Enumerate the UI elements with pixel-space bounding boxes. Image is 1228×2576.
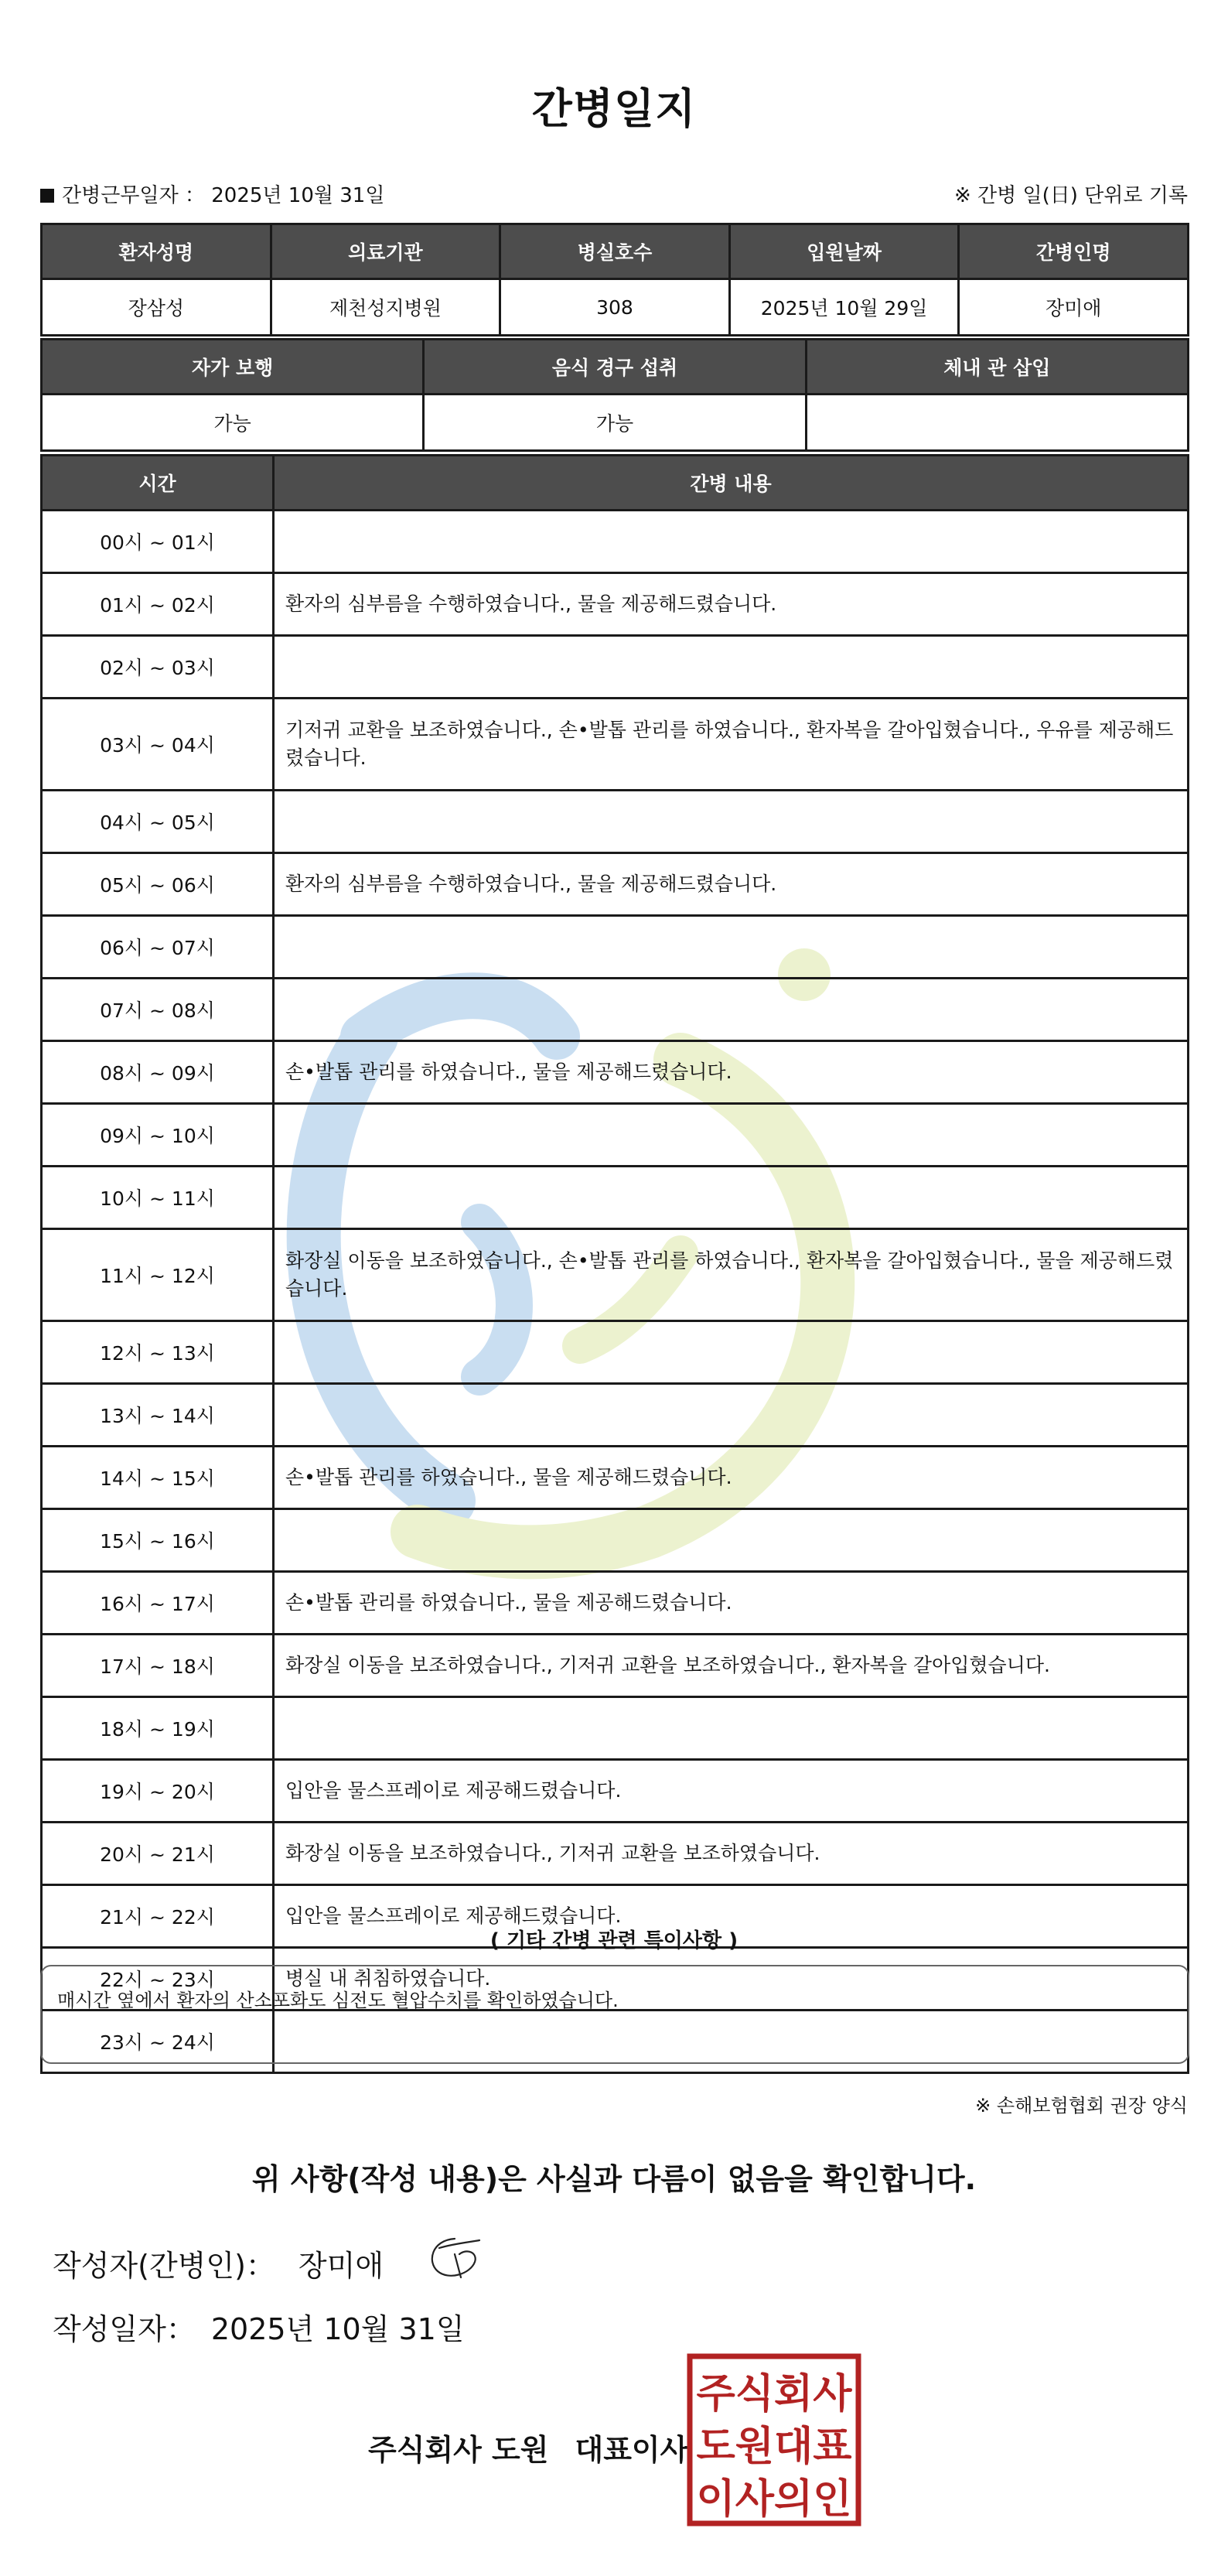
unit-note: ※ 간병 일(日) 단위로 기록 [953, 184, 1188, 207]
time-cell: 00시 ~ 01시 [42, 511, 274, 573]
table-row [42, 573, 1189, 636]
company-seal-stamp [687, 2353, 861, 2526]
header-care-content: 간병 내용 [274, 456, 1189, 511]
time-cell: 12시 ~ 13시 [42, 1321, 274, 1384]
hourly-care-log-table [40, 454, 1189, 2074]
time-cell: 03시 ~ 04시 [42, 699, 274, 791]
table-row [42, 1104, 1189, 1167]
care-content-cell: 병실 내 취침하였습니다. [274, 1948, 1189, 2011]
admission-date: 2025년 10월 29일 [729, 279, 959, 336]
table-row [42, 916, 1189, 979]
care-content-cell [274, 636, 1189, 699]
notes-box [40, 1965, 1189, 2064]
patient-status-table [40, 338, 1189, 452]
hospital-name: 제천성지병원 [271, 279, 500, 336]
table-row [42, 1509, 1189, 1572]
time-cell: 05시 ~ 06시 [42, 853, 274, 916]
recommend-note: ※ 손해보험협회 권장 양식 [975, 2095, 1188, 2116]
handwritten-signature [424, 2231, 486, 2285]
care-content-cell [274, 1384, 1189, 1447]
care-content-cell: 손•발톱 관리를 하였습니다., 물을 제공해드렸습니다. [274, 1447, 1189, 1509]
time-cell: 09시 ~ 10시 [42, 1104, 274, 1167]
table-row [42, 791, 1189, 853]
seal-line-3: 이사의인 [696, 2476, 852, 2523]
table-row [42, 1760, 1189, 1823]
writer-label: 작성자(간병인)： [53, 2249, 275, 2283]
care-content-cell [274, 791, 1189, 853]
care-content-cell: 입안을 물스프레이로 제공해드렸습니다. [274, 1760, 1189, 1823]
time-cell: 14시 ~ 15시 [42, 1447, 274, 1509]
company-line [368, 2426, 688, 2468]
time-cell: 21시 ~ 22시 [42, 1885, 274, 1948]
table-row [42, 1041, 1189, 1104]
care-content-cell [274, 1321, 1189, 1384]
time-cell: 01시 ~ 02시 [42, 573, 274, 636]
time-cell: 08시 ~ 09시 [42, 1041, 274, 1104]
time-cell: 10시 ~ 11시 [42, 1167, 274, 1229]
time-cell: 16시 ~ 17시 [42, 1572, 274, 1635]
header-time: 시간 [42, 456, 274, 511]
care-content-cell: 입안을 물스프레이로 제공해드렸습니다. [274, 1885, 1189, 1948]
header-oral-intake: 음식 경구 섭취 [424, 340, 806, 395]
care-content-cell: 화장실 이동을 보조하였습니다., 기저귀 교환을 보조하였습니다., 환자복을 갈아입혔습니다. [274, 1635, 1189, 1697]
confirmation-statement: 위 사항(작성 내용)은 사실과 다름이 없음을 확인합니다. [251, 2162, 977, 2196]
table-row [42, 1384, 1189, 1447]
table-row [42, 1572, 1189, 1635]
care-content-cell [274, 1167, 1189, 1229]
time-cell: 22시 ~ 23시 [42, 1948, 274, 2011]
header-room-number: 병실호수 [500, 224, 730, 279]
time-cell: 19시 ~ 20시 [42, 1760, 274, 1823]
time-cell: 02시 ~ 03시 [42, 636, 274, 699]
time-cell: 07시 ~ 08시 [42, 979, 274, 1041]
time-cell: 13시 ~ 14시 [42, 1384, 274, 1447]
header-self-walking: 자가 보행 [42, 340, 424, 395]
care-content-cell: 화장실 이동을 보조하였습니다., 손•발톱 관리를 하였습니다., 환자복을 갈아입혔습니다., 물을 제공해드렸습니다. [274, 1229, 1189, 1321]
tube-insertion-value [806, 395, 1188, 451]
table-row [42, 636, 1189, 699]
header-hospital: 의료기관 [271, 224, 500, 279]
table-row [42, 1447, 1189, 1509]
time-cell: 04시 ~ 05시 [42, 791, 274, 853]
company-name: 주식회사 도원 [368, 2433, 549, 2467]
writer-line [53, 2242, 384, 2284]
table-row [42, 979, 1189, 1041]
table-row [42, 853, 1189, 916]
table-row [42, 1167, 1189, 1229]
care-content-cell [274, 1697, 1189, 1760]
table-row [42, 699, 1189, 791]
time-cell: 06시 ~ 07시 [42, 916, 274, 979]
care-content-cell: 환자의 심부름을 수행하였습니다., 물을 제공해드렸습니다. [274, 573, 1189, 636]
time-cell: 17시 ~ 18시 [42, 1635, 274, 1697]
header-tube-insertion: 체내 관 삽입 [806, 340, 1188, 395]
notes-title: ( 기타 간병 관련 특이사항 ) [489, 1929, 739, 1952]
care-content-cell [274, 979, 1189, 1041]
work-date-value: 2025년 10월 31일 [211, 184, 385, 207]
patient-name: 장삼성 [42, 279, 271, 336]
header-caregiver-name: 간병인명 [959, 224, 1189, 279]
ceo-title: 대표이사 [575, 2433, 689, 2467]
square-bullet-icon [40, 189, 54, 203]
work-date-line [40, 179, 384, 208]
table-row [42, 511, 1189, 573]
time-cell: 20시 ~ 21시 [42, 1823, 274, 1885]
header-patient-name: 환자성명 [42, 224, 271, 279]
care-content-cell: 손•발톱 관리를 하였습니다., 물을 제공해드렸습니다. [274, 1572, 1189, 1635]
time-cell: 23시 ~ 24시 [42, 2011, 274, 2073]
seal-line-2: 도원대표 [696, 2424, 852, 2470]
patient-info-table [40, 223, 1189, 337]
writer-name: 장미애 [298, 2249, 384, 2283]
work-date-label: 간병근무일자 ： [62, 184, 205, 207]
written-date-line [53, 2305, 465, 2348]
time-cell: 18시 ~ 19시 [42, 1697, 274, 1760]
care-content-cell [274, 916, 1189, 979]
table-row [42, 1697, 1189, 1760]
header-admission-date: 입원날짜 [729, 224, 959, 279]
time-cell: 15시 ~ 16시 [42, 1509, 274, 1572]
care-content-cell: 화장실 이동을 보조하였습니다., 기저귀 교환을 보조하였습니다. [274, 1823, 1189, 1885]
care-content-cell: 기저귀 교환을 보조하였습니다., 손•발톱 관리를 하였습니다., 환자복을 갈아입혔습니다., 우유를 제공해드렸습니다. [274, 699, 1189, 791]
table-row [42, 1321, 1189, 1384]
caregiver-name: 장미애 [959, 279, 1189, 336]
room-number: 308 [500, 279, 730, 336]
care-content-cell: 환자의 심부름을 수행하였습니다., 물을 제공해드렸습니다. [274, 853, 1189, 916]
table-row [42, 1823, 1189, 1885]
table-row [42, 1229, 1189, 1321]
self-walking-value: 가능 [42, 395, 424, 451]
seal-line-1: 주식회사 [696, 2371, 852, 2417]
oral-intake-value: 가능 [424, 395, 806, 451]
care-content-cell [274, 511, 1189, 573]
care-content-cell [274, 1104, 1189, 1167]
notes-text: 매시간 옆에서 환자의 산소포화도 심전도 혈압수치를 확인하였습니다. [57, 1990, 619, 2011]
time-cell: 11시 ~ 12시 [42, 1229, 274, 1321]
care-content-cell: 손•발톱 관리를 하였습니다., 물을 제공해드렸습니다. [274, 1041, 1189, 1104]
care-content-cell [274, 1509, 1189, 1572]
document-title: 간병일지 [531, 84, 697, 133]
table-row [42, 1635, 1189, 1697]
written-date-value: 2025년 10월 31일 [210, 2312, 465, 2346]
written-date-label: 작성일자： [53, 2312, 196, 2346]
